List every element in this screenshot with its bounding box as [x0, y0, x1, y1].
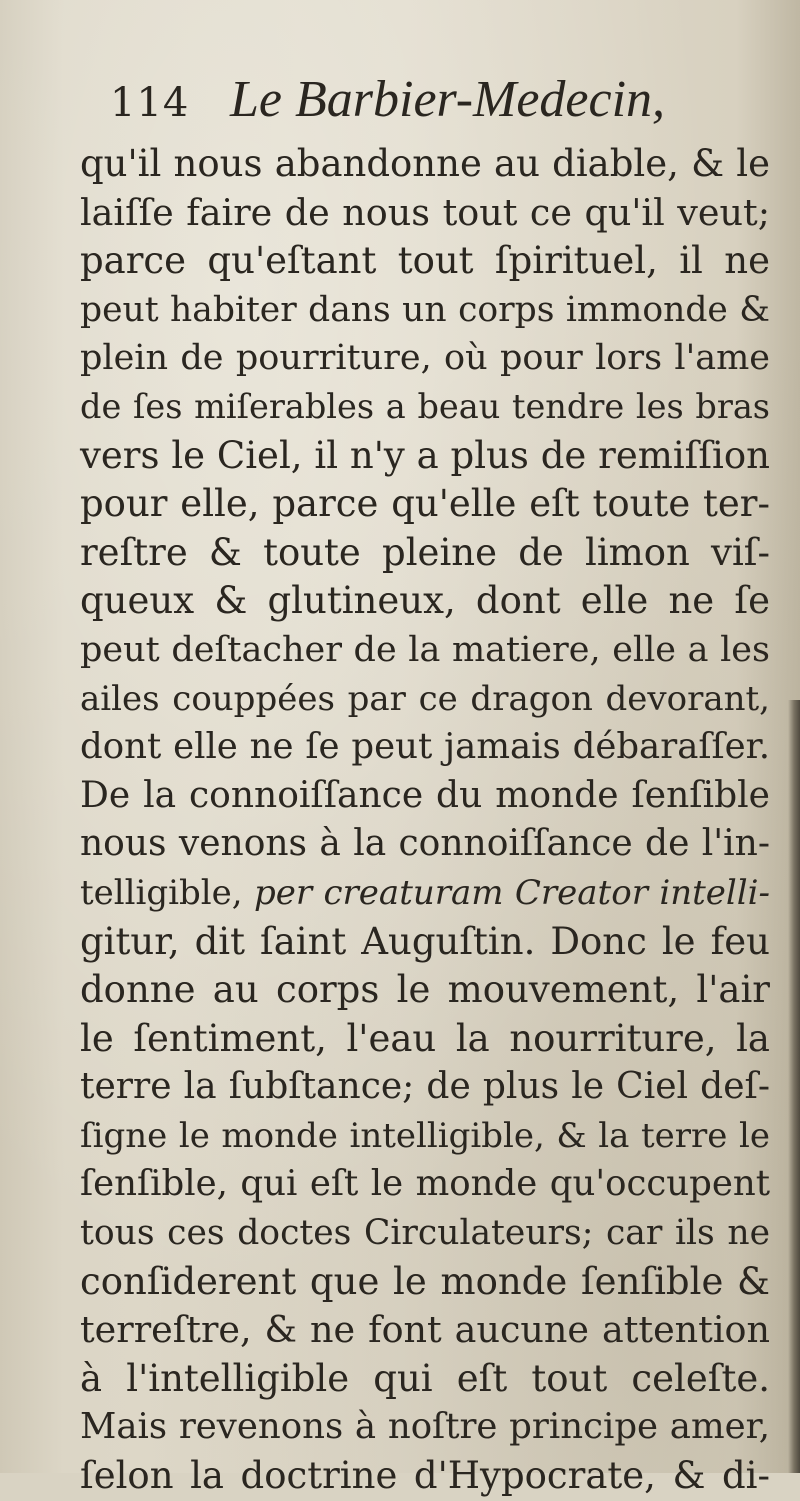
latin-quote: per creaturam Creator intelli-	[254, 872, 770, 913]
text-line: dont elle ne ſe peut jamais débaraſſer.	[80, 726, 770, 768]
text-line: queux & glutineux, dont elle ne ſe	[80, 579, 770, 623]
text-line: vers le Ciel, il n'y a plus de remiſſion	[80, 433, 770, 477]
text-line: De la connoiſſance du monde ſenſible	[80, 774, 770, 816]
page-header	[110, 70, 710, 140]
text-line-with-latin	[80, 869, 770, 918]
text-fragment: telligible,	[80, 872, 243, 913]
text-line: terre la ſubſtance; de plus le Ciel deſ-	[80, 1066, 770, 1108]
text-line: Mais revenons à noſtre principe amer,	[80, 1406, 770, 1448]
text-line: peut deſtacher de la matiere, elle a les	[80, 629, 770, 670]
text-line: parce qu'eſtant tout ſpirituel, il ne	[80, 239, 770, 283]
page-edge-shadow	[788, 700, 800, 1473]
text-line: ailes couppées par ce dragon devorant,	[80, 678, 770, 719]
text-line: à l'intelligible qui eſt tout celeſte.	[80, 1356, 770, 1400]
text-line: nous venons à la connoiſſance de l'in-	[80, 823, 770, 865]
text-line: donne au corps le mouvement, l'air	[80, 968, 770, 1012]
text-line: laiſſe faire de nous tout ce qu'il veut;	[80, 190, 770, 234]
text-line: de ſes miſerables a beau tendre les bras	[80, 386, 770, 426]
text-line: gitur, dit ſaint Auguſtin. Donc le feu	[80, 919, 770, 963]
body-text	[80, 140, 770, 1501]
text-line: ſenſible, qui eſt le monde qu'occupent	[80, 1163, 770, 1205]
running-title: Le Barbier-Medecin,	[230, 71, 666, 128]
text-line: ſigne le monde intelligible, & la terre le	[80, 1115, 770, 1156]
text-line: tous ces doctes Circulateurs; car ils ne	[80, 1213, 770, 1254]
text-line: terreſtre, & ne font aucune attention	[80, 1308, 770, 1352]
text-line: qu'il nous abandonne au diable, & le	[80, 142, 770, 185]
text-line: peut habiter dans un corps immonde &	[80, 289, 770, 330]
page-number: 114	[110, 80, 190, 126]
text-line: pour elle, parce qu'elle eſt toute ter-	[80, 482, 770, 526]
text-line: conſiderent que le monde ſenſible &	[80, 1259, 770, 1303]
text-line: ſelon la doctrine d'Hypocrate, & di-	[80, 1454, 770, 1498]
text-line: le ſentiment, l'eau la nourriture, la	[80, 1016, 770, 1060]
text-line: plein de pourriture, où pour lors l'ame	[80, 338, 770, 379]
text-line: reſtre & toute pleine de limon viſ-	[80, 530, 770, 574]
